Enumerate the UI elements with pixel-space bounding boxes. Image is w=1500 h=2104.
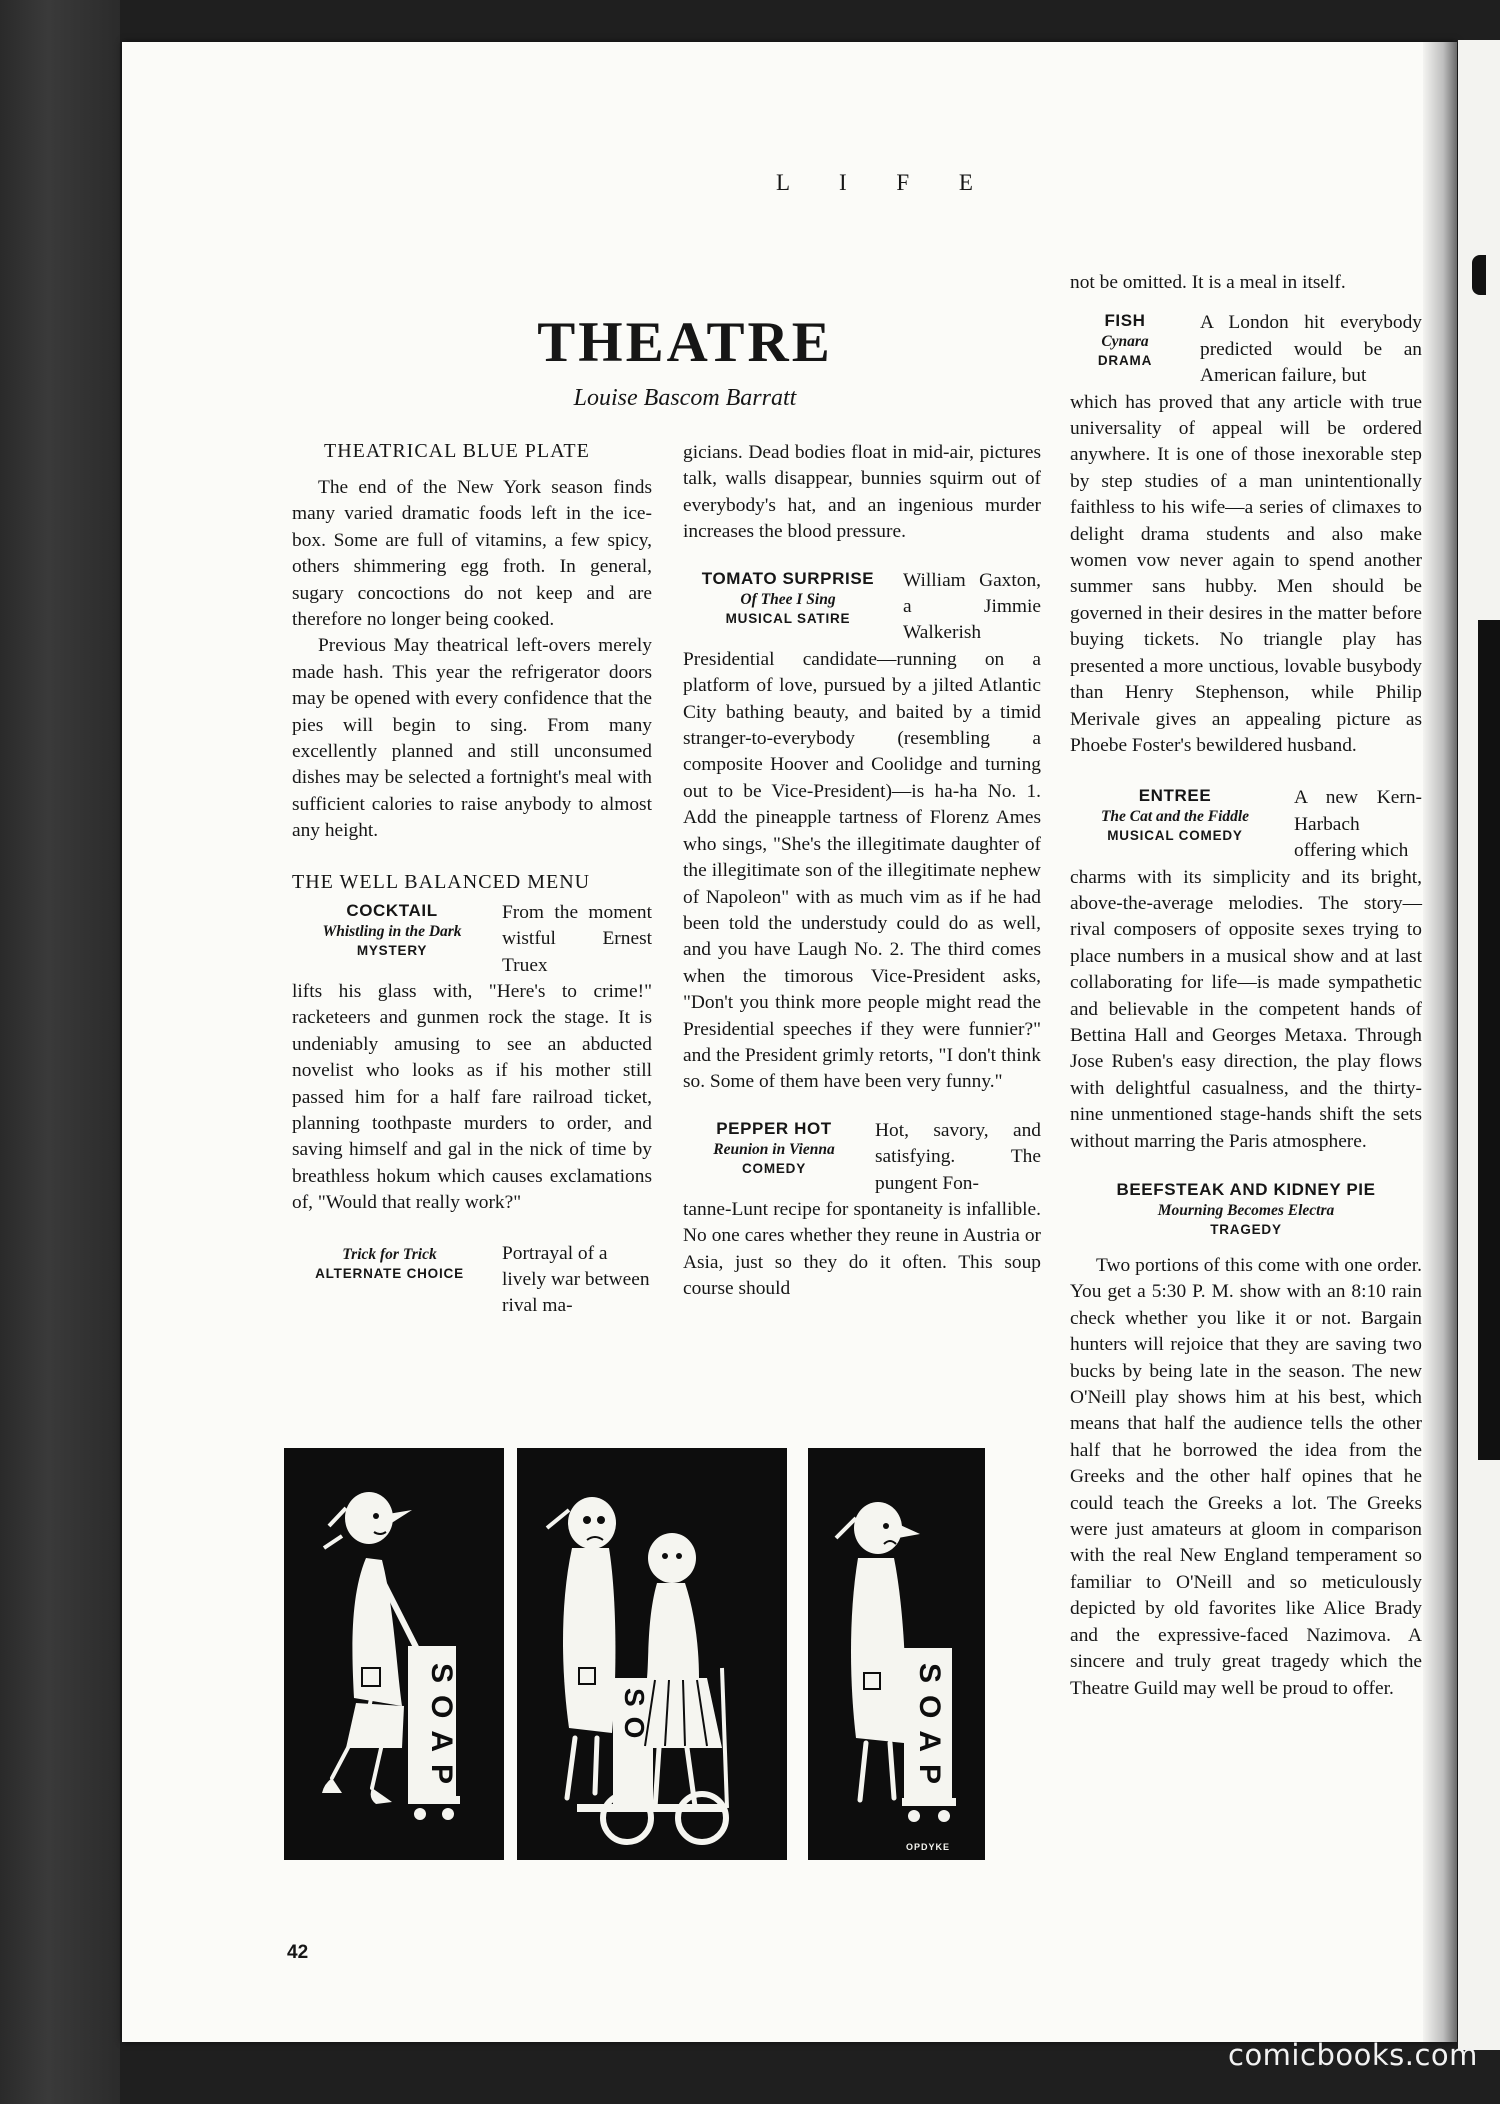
dish-label: FISH <box>1104 311 1146 331</box>
genre-label: TRAGEDY <box>1210 1222 1282 1237</box>
cartoon-panel-2 <box>517 1448 787 1860</box>
watermark: comicbooks.com <box>1228 2038 1478 2072</box>
play-title: Mourning Becomes Electra <box>1157 1202 1335 1219</box>
side-text: From the moment wistful Ernest Truex <box>502 901 652 976</box>
review-text: which has proved that any article with true universality of appeal will be ordered anywhere. It is one of those inexorable step by step studies of a man unintentionally faithless to his wife—a series of climaxes to delight drama students and also make women vow never again to spend another summer sans hubby. Men should be governed in their desires in the matter before buying tickets. No triangle play has presented a more unctious, lovable busybody than Henry Stephenson, while Philip Merivale gives an appealing picture as Phoebe Foster's bewildered husband. <box>1070 391 1422 756</box>
entree-entry-head <box>1070 785 1422 864</box>
side-text: A London hit everybody predicted would be an American failure, but <box>1200 312 1422 387</box>
dish-label: COCKTAIL <box>346 900 438 920</box>
review-text: lifts his glass with, "Here's to crime!" racketeers and gunmen rock the stage. It is undeniably amusing to see an abducted novelist who looks as if his mother still passed him for a half fare railroad ticket, planning toothpaste murders to order, and saving himself and gal in the nick of time by breathless hokum which causes exclamations of, "Would that really work?" <box>292 980 652 1214</box>
review-text: tanne-Lunt recipe for spontaneity is infallible. No one cares whether they reune in Austria or Asia, just so they do it often. This soup course should <box>683 1198 1041 1300</box>
continued-text: not be omitted. It is a meal in itself. <box>1070 272 1346 293</box>
beefsteak-entry-head <box>1070 1179 1422 1239</box>
continued-text: gicians. Dead bodies float in mid-air, pictures talk, walls disappear, bunnies squirm out of everybody's hat, and an ingenious murder increases the blood pressure. <box>683 442 1041 543</box>
column-3 <box>1070 270 1422 1702</box>
dish-label: PEPPER HOT <box>716 1118 832 1138</box>
woman-with-soap-box-illustration <box>808 1448 985 1860</box>
next-page-edge <box>1458 40 1500 2050</box>
section-heading-blue-plate: THEATRICAL BLUE PLATE <box>324 440 590 462</box>
pepper-entry-head <box>683 1118 1041 1197</box>
play-title: Cynara <box>1101 333 1149 351</box>
woman-pushing-soap-box-illustration <box>284 1448 504 1860</box>
intro-paragraph-2: Previous May theatrical left-overs merely made hash. This year the refrigerator doors may be opened with every confidence that the pies will begin to sing. From many excellently planned and still unconsumed dishes may be selected a fortnight's meal with sufficient calories to raise anybody to almost any height. <box>292 635 652 842</box>
genre-label: MUSICAL COMEDY <box>1107 828 1243 844</box>
page-title: THEATRE <box>537 311 833 374</box>
page-number: 42 <box>287 1942 309 1963</box>
dish-label: TOMATO SURPRISE <box>701 568 875 588</box>
byline: Louise Bascom Barratt <box>573 385 797 411</box>
side-text: A new Kern-Harbach offering which <box>1294 787 1422 862</box>
side-text: Hot, savory, and satisfying. The pungent Fon- <box>875 1119 1041 1194</box>
alternate-entry <box>292 1241 652 1320</box>
column-1 <box>292 440 652 1320</box>
genre-label: COMEDY <box>741 1160 807 1176</box>
play-title: Of Thee I Sing <box>740 590 836 608</box>
fish-entry-head <box>1070 310 1422 389</box>
artist-signature: OPDYKE <box>906 1842 951 1852</box>
play-title: Whistling in the Dark <box>322 922 462 940</box>
couple-on-scooter-illustration <box>517 1448 787 1860</box>
intro-paragraph-1: The end of the New York season finds many varied dramatic foods left in the ice-box. Some are full of vitamins, a few spicy, others shimmering egg froth. In general, sugary concoctions do not keep and are therefore no longer being cooked. <box>292 477 652 631</box>
genre-label: ALTERNATE CHOICE <box>315 1265 464 1281</box>
side-text: Portrayal of a lively war between rival ma- <box>502 1242 650 1317</box>
review-text: charms with its simplicity and its bright, above-the-average melodies. The story—rival composers of opposite sexes trying to place numbers in a musical show and at last collaborating for life—is made sympathetic and believable in the competent hands of Bettina Hall and Georges Metaxa. Through Jose Ruben's easy direction, the play flows with delightful casualness, and the thirty-nine unmentioned stage-hands shift the sets without marring the Paris atmosphere. <box>1070 866 1422 1152</box>
cartoon-panel-3 <box>808 1448 985 1860</box>
play-title: Trick for Trick <box>342 1245 437 1263</box>
soap-sign-2: SO <box>619 1688 650 1749</box>
tomato-entry-head <box>683 568 1041 647</box>
review-text: Presidential candidate—running on a platform of love, pursued by a jilted Atlantic City bathing beauty, and baited by a timid stranger-to-everybody (resembling a composite Hoover and Coolidge and turning out to be Vice-President)—is ha-ha No. 1. Add the pineapple tartness of Florenz Ames who sings, "She's the illegitimate daughter of the illegitimate son of the illegitimate nephew of Napoleon" with as much vim as if he had been told the understudy could do as well, and you have Laugh No. 2. The third comes when the timorous Vice-President asks, "Don't you think more people might read the Presidential speeches if they were funnier?" and the President grimly retorts, "I don't think so. Some of them have been very funny." <box>683 648 1041 1093</box>
cartoon-panel-1 <box>284 1448 504 1860</box>
side-text: William Gaxton, a Jimmie Walkerish <box>903 569 1041 644</box>
play-title: Reunion in Vienna <box>713 1140 835 1158</box>
cocktail-entry-head <box>292 900 652 979</box>
review-text: Two portions of this come with one order. You get a 5:30 P. M. show with an 8:10 rain check whether you like it or not. Bargain hunters will rejoice that they are saving two bucks by being late in the season. The new O'Neill play shows him at his best, which means that half the audience tells the other half that he borrowed the idea from the Greeks and the other half opines that he could teach the Greeks a lot. The Greeks were just amateurs at gloom in comparison with the real New England temperament so familiar to O'Neill and so meticulously depicted by old favorites like Alice Brady and the expressive-faced Nazimova. A sincere and truly great tragedy which the Theatre Guild may well be proud to offer. <box>1070 1255 1422 1699</box>
genre-label: MYSTERY <box>356 942 428 958</box>
genre-label: MUSICAL SATIRE <box>725 610 851 626</box>
page-gutter <box>1423 42 1457 2042</box>
dish-label: BEEFSTEAK AND KIDNEY PIE <box>1116 1180 1376 1199</box>
play-title: The Cat and the Fiddle <box>1100 808 1250 826</box>
section-heading-menu: THE WELL BALANCED MENU <box>292 870 591 893</box>
column-2 <box>683 440 1041 1303</box>
soap-sign-3: SOAP <box>913 1663 946 1797</box>
running-head: L I F E <box>776 170 995 195</box>
scan-edge <box>0 0 120 2104</box>
genre-label: DRAMA <box>1097 353 1153 369</box>
soap-sign-1: SOAP <box>425 1663 458 1797</box>
dish-label: ENTREE <box>1138 786 1212 806</box>
